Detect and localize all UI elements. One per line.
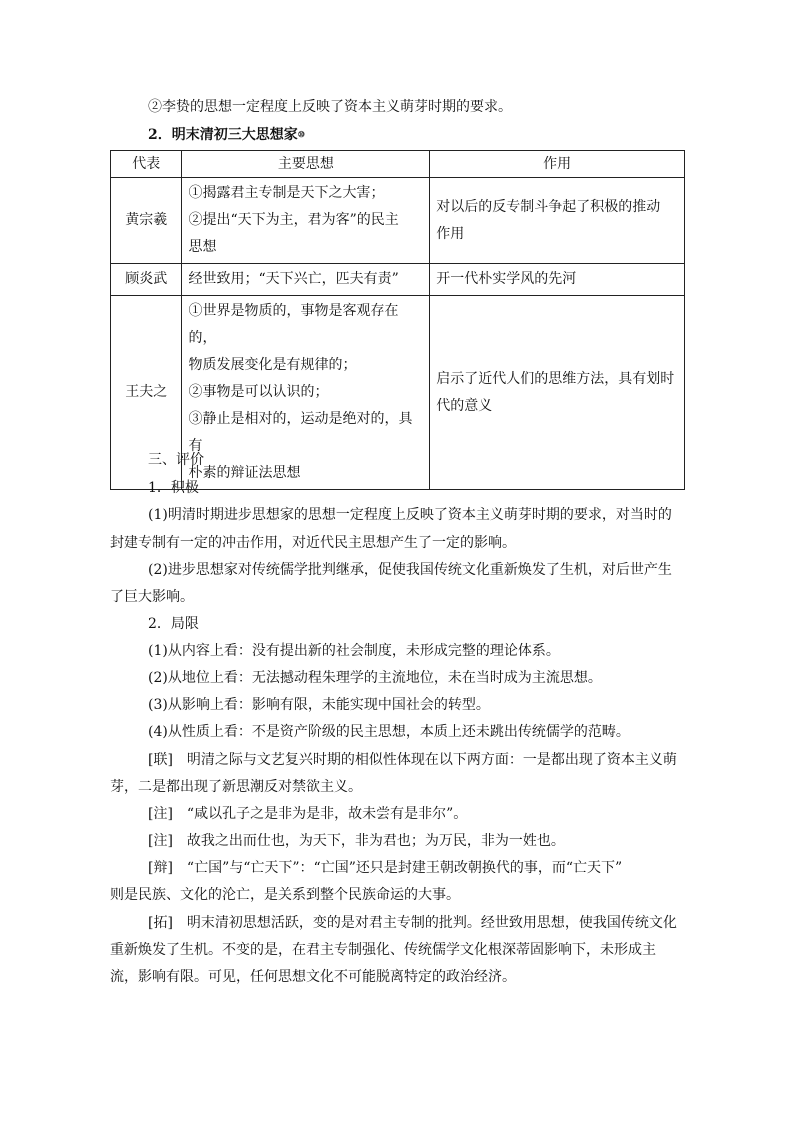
thinker-effect — [430, 296, 685, 490]
note-distinguish: [辩] “亡国”与“亡天下”：“亡国”还只是封建王朝改朝换代的事，而“亡天下” — [148, 860, 623, 876]
idea-line: ②提出“天下为主，君为客”的民主 — [188, 212, 399, 228]
effect-line: 对以后的反专制斗争起了积极的推动 — [436, 198, 661, 215]
note-connect: [联] 明清之际与文艺复兴时期的相似性体现在以下两方面：一是都出现了资本主义萌 — [148, 752, 677, 768]
thinker-name: 黄宗羲 — [111, 178, 182, 264]
effect-line: 启示了近代人们的思维方法，具有划时 — [436, 370, 675, 387]
note-annotation-1: [注] “咸以孔子之是非为是非，故未尝有是非尔”。 — [148, 806, 468, 822]
positive-point-2: (2)进步思想家对传统儒学批判继承，促使我国传统文化重新焕发了生机，对后世产生 — [148, 562, 672, 578]
table-header-row — [111, 151, 685, 178]
thinker-effect — [430, 264, 685, 296]
effect-line: 作用 — [436, 225, 465, 242]
idea-line: ②事物是可以认识的； — [188, 384, 329, 400]
header-main-ideas: 主要思想 — [182, 151, 430, 178]
header-effect: 作用 — [430, 151, 685, 178]
effect-line: 开一代朴实学风的先河 — [436, 271, 577, 287]
note-annotation-2: [注] 故我之出而仕也，为天下，非为君也；为万民，非为一姓也。 — [148, 833, 565, 849]
subtitle-positive: 1．积极 — [148, 480, 199, 496]
thinker-effect — [430, 178, 685, 264]
note-connect-cont: 芽，二是都出现了新思潮反对禁欲主义。 — [110, 779, 362, 795]
thinker-name: 王夫之 — [111, 296, 182, 490]
note-extend-cont-1: 重新焕发了生机。不变的是，在君主专制强化、传统儒学文化根深蒂固影响下，未形成主 — [110, 942, 656, 958]
table-row — [111, 178, 685, 264]
idea-line: 物质发展变化是有规律的； — [188, 357, 357, 373]
section-title-thinkers — [148, 124, 305, 145]
thinker-name: 顾炎武 — [111, 264, 182, 296]
note-extend: [拓] 明末清初思想活跃，变的是对君主专制的批判。经世致用思想，使我国传统文化 — [148, 915, 677, 931]
table-row — [111, 264, 685, 296]
thinker-ideas — [182, 264, 430, 296]
thinkers-table — [110, 150, 685, 490]
section-title-text: 2．明末清初三大思想家 — [148, 127, 298, 143]
limitation-4: (4)从性质上看：不是资产阶级的民主思想，本质上还未跳出传统儒学的范畴。 — [148, 724, 630, 740]
section-title-evaluation: 三、评价 — [148, 452, 204, 468]
effect-line: 代的意义 — [436, 397, 493, 414]
idea-line: ③静止是相对的，运动是绝对的，具有 — [188, 411, 413, 454]
note-marker-icon: ⑩ — [297, 129, 305, 139]
limitation-1: (1)从内容上看：没有提出新的社会制度，未形成完整的理论体系。 — [148, 643, 560, 659]
idea-line: ①揭露君主专制是天下之大害； — [188, 185, 385, 201]
header-representative: 代表 — [111, 151, 182, 178]
positive-point-2-cont: 了巨大影响。 — [110, 589, 194, 605]
idea-line: 思想 — [188, 239, 217, 255]
positive-point-1-cont: 封建专制有一定的冲击作用，对近代民主思想产生了一定的影响。 — [110, 535, 516, 551]
subtitle-limitations: 2．局限 — [148, 616, 199, 632]
thinker-ideas — [182, 178, 430, 264]
note-distinguish-cont: 则是民族、文化的沦亡，是关系到整个民族命运的大事。 — [110, 887, 460, 903]
thinker-ideas — [182, 296, 430, 490]
idea-line: 经世致用；“天下兴亡，匹夫有责” — [188, 271, 399, 287]
idea-line: ①世界是物质的，事物是客观存在的， — [188, 303, 399, 346]
positive-point-1: (1)明清时期进步思想家的思想一定程度上反映了资本主义萌芽时期的要求，对当时的 — [148, 507, 672, 523]
note-extend-cont-2: 流，影响有限。可见，任何思想文化不可能脱离特定的政治经济。 — [110, 969, 516, 985]
idea-line: 朴素的辩证法思想 — [188, 465, 301, 481]
intro-text: ②李贽的思想一定程度上反映了资本主义萌芽时期的要求。 — [148, 99, 512, 115]
limitation-2: (2)从地位上看：无法撼动程朱理学的主流地位，未在当时成为主流思想。 — [148, 670, 602, 686]
limitation-3: (3)从影响上看：影响有限，未能实现中国社会的转型。 — [148, 697, 490, 713]
